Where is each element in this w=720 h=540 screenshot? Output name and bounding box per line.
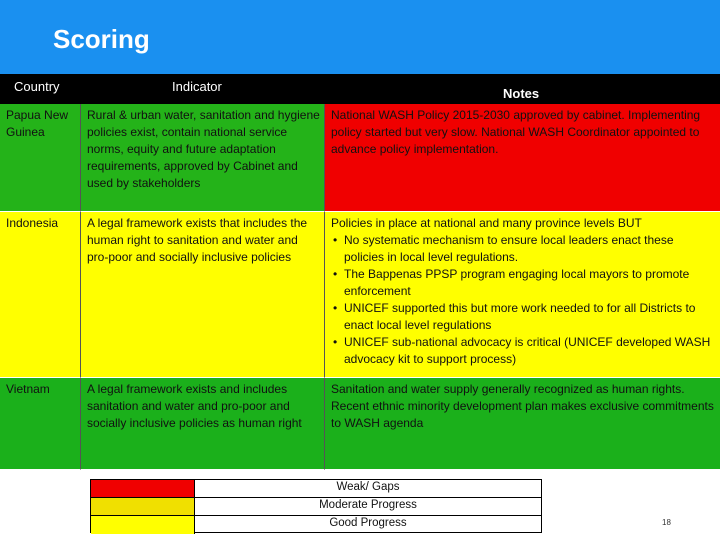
- notes-text: Sanitation and water supply generally recognized as human rights. Recent ethnic minority development plan makes exclusive commitments to WASH agenda: [331, 382, 714, 430]
- legend-label: Weak/ Gaps: [336, 481, 400, 493]
- notes-cell: [325, 104, 720, 212]
- indicator-cell: Rural & urban water, sanitation and hygiene policies exist, contain national service norms, equity and future adaptation requirements, approved by Cabinet and used by stakeholders: [81, 104, 325, 212]
- notes-text: National WASH Policy 2015-2030 approved by cabinet. Implementing policy started but very slow. National WASH Coordinator appointed to advance policy implementation.: [331, 108, 701, 156]
- notes-text: Policies in place at national and many province levels BUT: [331, 216, 642, 230]
- page-title: Scoring: [53, 24, 150, 54]
- notes-bullet: • UNICEF sub-national advocacy is critical (UNICEF developed WASH advocacy kit to support process): [331, 334, 714, 368]
- header-country: Country: [14, 79, 60, 94]
- notes-bullet: • The Bappenas PPSP program engaging local mayors to promote enforcement: [331, 266, 714, 300]
- legend-label: Good Progress: [329, 517, 407, 529]
- notes-bullet-list: [331, 232, 714, 368]
- notes-cell: [325, 378, 720, 470]
- table-row-papua-new-guinea: [0, 104, 720, 212]
- table-row-indonesia: [0, 212, 720, 378]
- page-number: 18: [662, 518, 671, 527]
- legend-row-weak: [91, 480, 541, 498]
- country-cell: Indonesia: [0, 212, 81, 378]
- table-header: [0, 74, 720, 104]
- country-cell: Vietnam: [0, 378, 81, 470]
- indicator-cell: A legal framework exists that includes the human right to sanitation and water and pro-poor and socially inclusive policies: [81, 212, 325, 378]
- country-cell: Papua New Guinea: [0, 104, 81, 212]
- legend-swatch-yellow: [91, 498, 195, 515]
- legend-swatch-light-yellow: [91, 516, 195, 534]
- legend: [90, 479, 542, 533]
- title-bar: [0, 0, 720, 74]
- header-notes: Notes: [503, 86, 540, 101]
- notes-bullet: • UNICEF supported this but more work needed to for all Districts to enact local level regulations: [331, 300, 714, 334]
- notes-bullet: • No systematic mechanism to ensure local leaders enact these policies in local level regulations.: [331, 232, 714, 266]
- indicator-cell: A legal framework exists and includes sanitation and water and pro-poor and socially inclusive policies as human right: [81, 378, 325, 470]
- header-indicator: Indicator: [172, 79, 222, 94]
- notes-cell: [325, 212, 720, 378]
- legend-row-moderate: [91, 498, 541, 516]
- legend-swatch-red: [91, 480, 195, 497]
- legend-label: Moderate Progress: [319, 499, 417, 511]
- legend-row-good: [91, 516, 541, 534]
- table-row-vietnam: [0, 378, 720, 470]
